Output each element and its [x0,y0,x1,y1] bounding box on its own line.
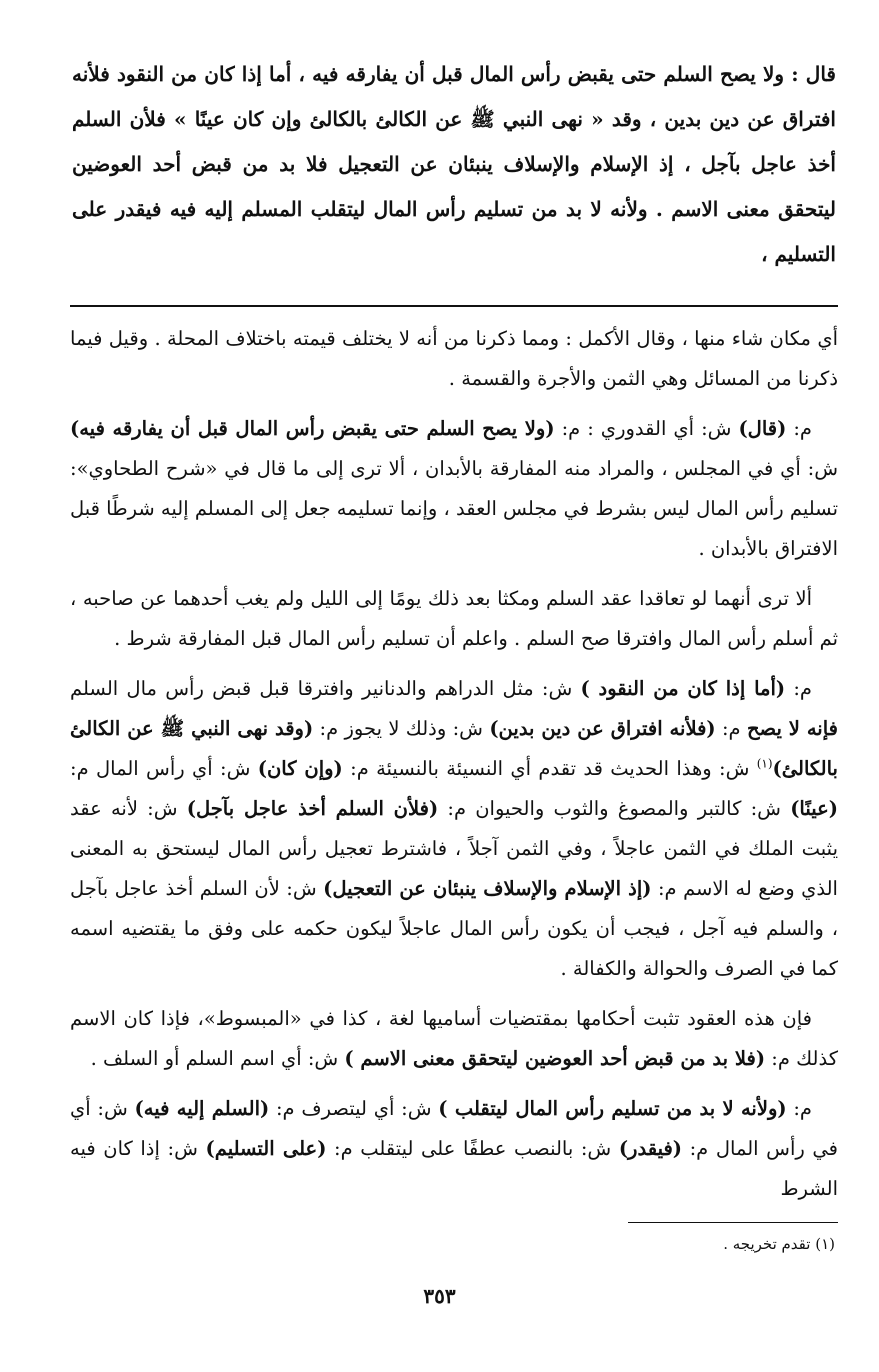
footnote-reference[interactable]: (١) [756,756,773,771]
page-number: ٣٥٣ [423,1284,456,1308]
commentary-paragraph-3: ألا ترى أنهما لو تعاقدا عقد السلم ومكثا بعد ذلك يومًا إلى الليل ولم يغب أحدهما عن صاحبه ، ثم أسلم رأس المال وافترقا صح السلم . واعلم أن تسليم رأس المال قبل المفارقة شرط . [70,587,838,650]
commentary-paragraph-4: م: (أما إذا كان من النقود ) ش: مثل الدراهم والدنانير وافترقا قبل قبض رأس مال السلم فإنه لا يصح م: (فلأنه افتراق عن دين بدين) ش: وذلك لا يجوز م: (وقد نهى النبي ﷺ عن الكالئ بالكالئ)$^{(١)}$ ش: وهذا الحديث قد تقدم أي النسيئة بالنسيئة م: (وإن كان) ش: أي رأس المال م: (عينًا) ش: كالتبر والمصوغ والثوب والحيوان م: (فلأن السلم أخذ عاجل بآجل) ش: لأنه عقد يثبت الملك في الثمن عاجلاً ، وفي الثمن آجلاً ، فاشترط تعجيل رأس المال ليستحق به المعنى الذي وضع له الاسم م: (إذ الإسلام والإسلاف ينبئان عن التعجيل) ش: لأن السلم أخذ عاجل بآجل ، والسلم فيه آجل ، فيجب أن يكون رأس المال عاجلاً ليكون حكمه على وفق ما يقتضيه اسمه كما في الصرف والحوالة والكفالة . [70,677,839,980]
commentary-paragraph-1: أي مكان شاء منها ، وقال الأكمل : ومما ذكرنا من أنه لا يختلف قيمته باختلاف المحلة . وقيل فيما ذكرنا من المسائل وهي الثمن والأجرة والقسمة . [70,327,838,390]
commentary-paragraph-6: م: (ولأنه لا بد من تسليم رأس المال ليتقلب ) ش: أي ليتصرف م: (السلم إليه فيه) ش: أي في رأس المال م: (فيقدر) ش: بالنصب عطفًا على ليتقلب م: (على التسليم) ش: إذا كان فيه الشرط [70,1097,838,1200]
main-matn-text: قال : ولا يصح السلم حتى يقبض رأس المال قبل أن يفارقه فيه ، أما إذا كان من النقود فلأنه افتراق عن دين بدين ، وقد « نهى النبي ﷺ عن الكالئ بالكالئ وإن كان عينًا » فلأن السلم أخذ عاجل بآجل ، إذ الإسلام والإسلاف ينبئان عن التعجيل فلا بد من قبض أحد العوضين ليتحقق معنى الاسم . ولأنه لا بد من تسليم رأس المال ليتقلب المسلم إليه فيه فيقدر على التسليم ، [72,62,836,266]
section-divider [70,305,838,307]
commentary-paragraph-5: فإن هذه العقود تثبت أحكامها بمقتضيات أساميها لغة ، كذا في «المبسوط»، فإذا كان الاسم كذلك م: (فلا بد من قبض أحد العوضين ليتحقق معنى الاسم ) ش: أي اسم السلم أو السلف . [70,1007,838,1070]
page-body [70,52,838,1219]
footnote-divider [628,1222,838,1223]
footnote: (١) تقدم تخريجه . [723,1235,835,1253]
commentary-section [70,319,838,1209]
commentary-paragraph-2: م: (قال) ش: أي القدوري : م: (ولا يصح السلم حتى يقبض رأس المال قبل أن يفارقه فيه) ش: أي في المجلس ، والمراد منه المفارقة بالأبدان ، ألا ترى إلى ما قال في «شرح الطحاوي»: تسليم رأس المال ليس بشرط في مجلس العقد ، وإنما تسليمه جعل إلى المسلم إليه شرطًا قبل الافتراق بالأبدان . [70,417,838,560]
